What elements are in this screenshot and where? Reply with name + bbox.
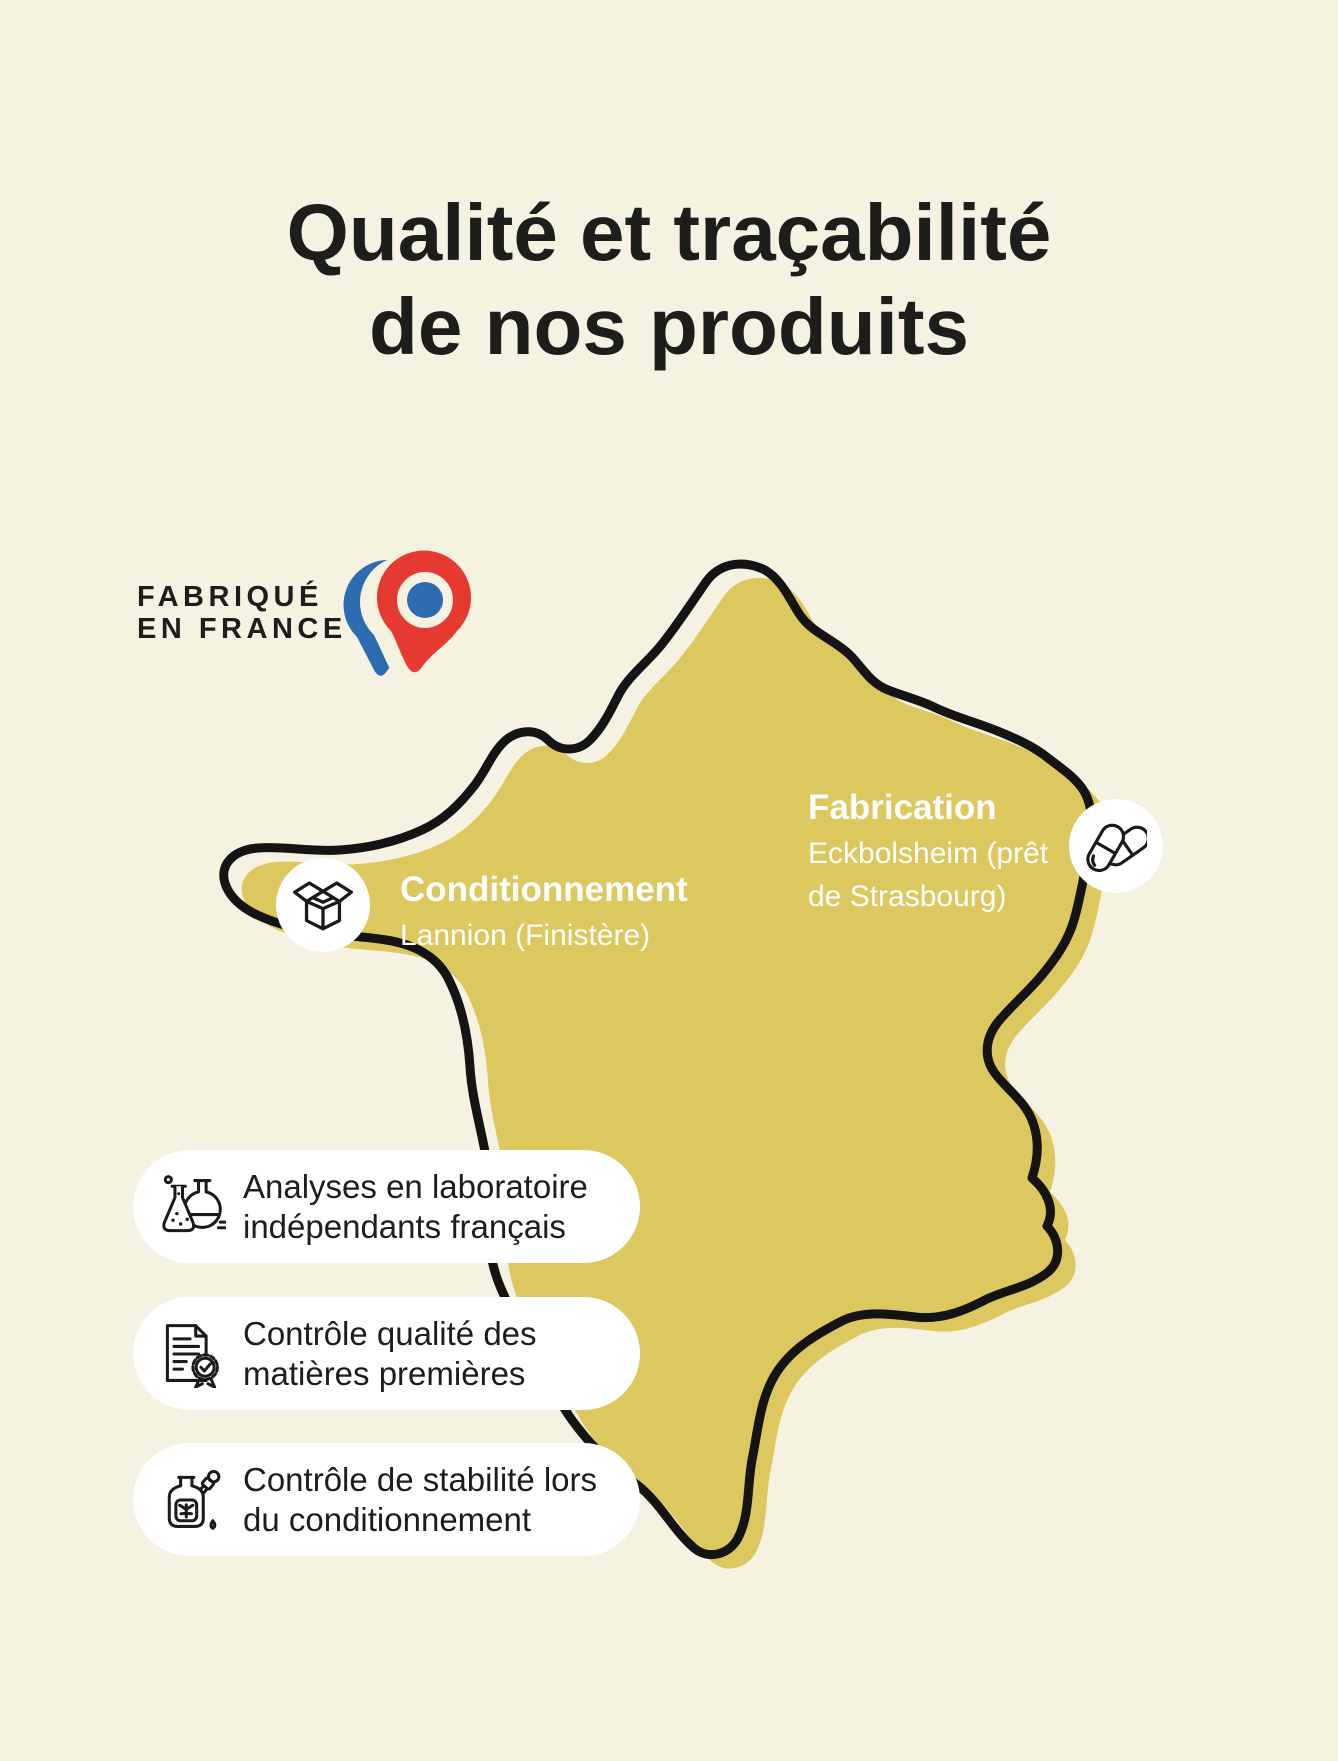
france-roundel-pin-icon bbox=[334, 543, 486, 701]
lab-flasks-icon bbox=[155, 1173, 227, 1241]
conditionnement-marker bbox=[276, 858, 370, 952]
dropper-bottle-icon bbox=[155, 1466, 227, 1534]
open-box-icon bbox=[291, 875, 355, 935]
page-title bbox=[0, 186, 1338, 375]
location-conditionnement-title: Conditionnement bbox=[400, 870, 688, 909]
quality-badge-text: Contrôle qualité des matières premières bbox=[243, 1314, 537, 1392]
page-title-line2: de nos produits bbox=[369, 282, 969, 372]
fabrication-marker bbox=[1069, 799, 1163, 893]
quality-badge-text: Analyses en laboratoire indépendants français bbox=[243, 1167, 588, 1245]
location-conditionnement-subtitle: Lannion (Finistère) bbox=[400, 919, 651, 952]
quality-badge-raw-material-control bbox=[133, 1297, 640, 1410]
location-fabrication-subtitle: Eckbolsheim (prêt de Strasbourg) bbox=[808, 837, 1049, 913]
quality-badge-text: Contrôle de stabilité lors du conditionnement bbox=[243, 1460, 598, 1538]
made-in-france-line2: EN FRANCE bbox=[137, 613, 347, 646]
location-fabrication-title: Fabrication bbox=[808, 788, 997, 827]
quality-badge-stability-control bbox=[133, 1443, 640, 1556]
made-in-france-line1: FABRIQUÉ bbox=[137, 581, 323, 613]
location-conditionnement bbox=[400, 872, 688, 958]
quality-badge-lab-analysis bbox=[133, 1150, 640, 1263]
location-fabrication bbox=[808, 790, 1048, 918]
made-in-france-label bbox=[137, 581, 347, 646]
certificate-document-icon bbox=[155, 1320, 227, 1388]
pills-icon bbox=[1085, 816, 1147, 876]
page-title-line1: Qualité et traçabilité bbox=[286, 188, 1052, 277]
